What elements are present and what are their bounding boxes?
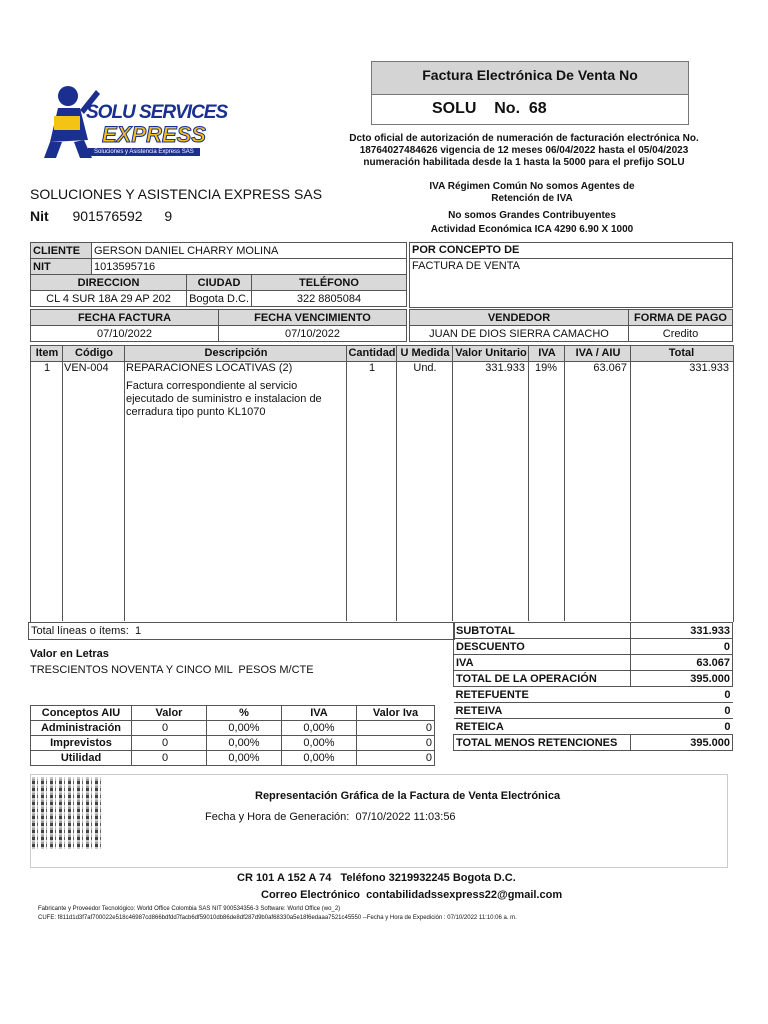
totals-value: 0 <box>631 639 733 655</box>
aiu-cell: 0 <box>357 736 435 751</box>
item-iva: 19% <box>535 362 558 374</box>
aiu-cell: 0,00% <box>282 736 357 751</box>
col-divider <box>528 345 529 621</box>
invoice-title-box <box>371 61 689 125</box>
aiu-cell: 0 <box>357 721 435 736</box>
totals-label: IVA <box>454 655 631 671</box>
dates-table-left <box>30 309 407 342</box>
vendedor-label: VENDEDOR <box>410 310 629 326</box>
items-header-iva: IVA <box>538 347 556 359</box>
item-valor-unitario: 331.933 <box>485 362 525 374</box>
aiu-concept: Imprevistos <box>31 736 132 751</box>
tax-note: Actividad Económica ICA 4290 6.90 X 1000 <box>430 224 634 235</box>
totals-value: 0 <box>631 703 733 719</box>
totals-label: SUBTOTAL <box>454 623 631 639</box>
forma-pago-value: Credito <box>629 326 733 342</box>
item-detalle: Factura correspondiente al servicio ejecutado de suministro e instalacion de cerradura tipo punto KL1070 <box>126 380 322 418</box>
aiu-cell: 0,00% <box>207 721 282 736</box>
item-codigo: VEN-004 <box>64 362 109 374</box>
aiu-cell: 0,00% <box>207 751 282 766</box>
generation-date <box>205 811 456 823</box>
generation-label: Fecha y Hora de Generación: <box>205 811 350 823</box>
letters-value: TRESCIENTOS NOVENTA Y CINCO MIL PESOS M/CTE <box>30 664 314 676</box>
col-divider <box>62 345 63 621</box>
totals-row <box>454 735 733 751</box>
totals-row <box>454 639 733 655</box>
totals-value: 395.000 <box>631 735 733 751</box>
invoice-number-label: No. <box>494 100 521 117</box>
direccion-label: DIRECCION <box>31 275 187 291</box>
generation-value: 07/10/2022 11:03:56 <box>355 811 456 823</box>
representation-box <box>30 774 728 868</box>
cliente-label: CLIENTE <box>31 243 92 259</box>
items-header-unidad: U Medida <box>400 347 450 359</box>
qr-code <box>32 777 104 849</box>
concepto-value: FACTURA DE VENTA <box>412 260 520 272</box>
totals-row <box>454 703 733 719</box>
items-header-descripcion: Descripción <box>204 347 268 359</box>
dates-table-right <box>409 309 733 342</box>
company-nit-label: Nit <box>30 208 49 224</box>
col-divider <box>346 345 347 621</box>
invoice-prefix: SOLU <box>432 100 477 117</box>
totals-value: 0 <box>631 687 733 703</box>
concepto-label: POR CONCEPTO DE <box>410 243 732 259</box>
aiu-cell: 0,00% <box>207 736 282 751</box>
items-header-valor-unitario: Valor Unitario <box>455 347 527 359</box>
company-name: SOLUCIONES Y ASISTENCIA EXPRESS SAS <box>30 186 323 202</box>
totals-value: 63.067 <box>631 655 733 671</box>
tax-notes <box>400 181 664 237</box>
footer-vendor: Fabricante y Proveedor Tecnológico: World Office Colombia SAS NIT 900534356-3 Software: World Office (wo_2) <box>38 906 341 912</box>
aiu-header: Conceptos AIU <box>31 706 132 721</box>
invoice-title: Factura Electrónica De Venta No <box>372 62 688 95</box>
totals-label: RETEICA <box>454 719 631 735</box>
aiu-cell: 0 <box>132 751 207 766</box>
fecha-vencimiento-value: 07/10/2022 <box>219 326 407 342</box>
ciudad-label: CIUDAD <box>187 275 252 291</box>
totals-value: 0 <box>631 719 733 735</box>
item-total: 331.933 <box>689 362 729 374</box>
authorization-line: 18764027484626 vigencia de 12 meses 06/04/2022 hasta el 05/04/2023 <box>359 145 689 156</box>
vendedor-value: JUAN DE DIOS SIERRA CAMACHO <box>410 326 629 342</box>
authorization-text <box>330 133 718 169</box>
items-header-cantidad: Cantidad <box>348 347 396 359</box>
item-descripcion: REPARACIONES LOCATIVAS (2) <box>126 362 293 374</box>
company-logo <box>40 80 228 166</box>
item-iva-aiu: 63.067 <box>593 362 627 374</box>
logo-line2: EXPRESS <box>102 122 206 147</box>
total-lines-value: 1 <box>134 625 142 637</box>
footer-address: CR 101 A 152 A 74 Teléfono 3219932245 Bogota D.C. <box>237 872 516 884</box>
aiu-header: IVA <box>282 706 357 721</box>
col-divider <box>396 345 397 621</box>
tax-note: IVA Régimen Común No somos Agentes de <box>429 181 635 192</box>
aiu-header: % <box>207 706 282 721</box>
aiu-table <box>30 705 435 766</box>
aiu-cell: 0 <box>132 736 207 751</box>
item-unidad: Und. <box>413 362 437 374</box>
representation-title: Representación Gráfica de la Factura de Venta Electrónica <box>255 790 561 802</box>
invoice-number <box>372 95 688 125</box>
telefono-label: TELÉFONO <box>252 275 407 291</box>
aiu-concept: Administración <box>31 721 132 736</box>
tax-note: No somos Grandes Contribuyentes <box>448 210 616 221</box>
concept-box <box>409 242 733 308</box>
footer-email: Correo Electrónico contabilidadssexpress22@gmail.com <box>261 889 563 901</box>
client-table <box>30 242 407 307</box>
logo-tagline: Soluciones y Asistencia Express SAS <box>88 148 200 156</box>
nit-label: NIT <box>31 259 92 275</box>
logo-line1: SOLU SERVICES <box>86 102 228 123</box>
col-divider <box>630 345 631 621</box>
aiu-cell: 0,00% <box>282 721 357 736</box>
items-header-codigo: Código <box>75 347 113 359</box>
totals-row <box>454 623 733 639</box>
footer-cufe: CUFE: f811d1d3f7af700022e518c46987cd866bdfdd7facb6df59010db86de8df287d9b0af68330a5e18f6edaaa7521c45550 --Fecha y Hora de Expedición : 07/10/2022 11:10:06 a. m. <box>38 915 517 921</box>
fecha-factura-label: FECHA FACTURA <box>31 310 219 326</box>
totals-label: TOTAL MENOS RETENCIONES <box>454 735 631 751</box>
direccion-value: CL 4 SUR 18A 29 AP 202 <box>31 291 187 307</box>
company-nit-value: 901576592 <box>72 208 143 224</box>
letters-label: Valor en Letras <box>30 648 109 660</box>
totals-row <box>454 687 733 703</box>
authorization-line: Dcto oficial de autorización de numeración de facturación electrónica No. <box>349 133 699 144</box>
aiu-cell: 0 <box>132 721 207 736</box>
company-nit <box>30 208 172 224</box>
aiu-cell: 0 <box>357 751 435 766</box>
aiu-concept: Utilidad <box>31 751 132 766</box>
items-header-iva-aiu: IVA / AIU <box>575 347 621 359</box>
totals-label: RETEIVA <box>454 703 631 719</box>
aiu-header: Valor Iva <box>357 706 435 721</box>
item-number: 1 <box>43 362 51 374</box>
aiu-header: Valor <box>132 706 207 721</box>
totals-label: TOTAL DE LA OPERACIÓN <box>454 671 631 687</box>
items-header-item: Item <box>35 347 59 359</box>
ciudad-value: Bogota D.C. <box>187 291 252 307</box>
col-divider <box>452 345 453 621</box>
totals-table <box>453 622 733 751</box>
telefono-value: 322 8805084 <box>252 291 407 307</box>
totals-label: DESCUENTO <box>454 639 631 655</box>
total-lines-label: Total líneas o ítems: <box>31 625 129 637</box>
company-nit-dv: 9 <box>164 208 173 224</box>
forma-pago-label: FORMA DE PAGO <box>629 310 733 326</box>
total-lines-box <box>28 622 455 640</box>
invoice-number-value: 68 <box>528 100 547 117</box>
totals-value: 331.933 <box>631 623 733 639</box>
totals-row <box>454 671 733 687</box>
authorization-line: numeración habilitada desde la 1 hasta la 5000 para el prefijo SOLU <box>363 157 685 168</box>
totals-label: RETEFUENTE <box>454 687 631 703</box>
totals-row <box>454 719 733 735</box>
items-header-total: Total <box>668 347 695 359</box>
item-cantidad: 1 <box>368 362 376 374</box>
nit-value: 1013595716 <box>92 259 407 275</box>
tax-note: Retención de IVA <box>491 193 573 204</box>
aiu-cell: 0,00% <box>282 751 357 766</box>
col-divider <box>124 345 125 621</box>
cliente-value: GERSON DANIEL CHARRY MOLINA <box>92 243 407 259</box>
col-divider <box>564 345 565 621</box>
fecha-factura-value: 07/10/2022 <box>31 326 219 342</box>
totals-value: 395.000 <box>631 671 733 687</box>
totals-row <box>454 655 733 671</box>
fecha-vencimiento-label: FECHA VENCIMIENTO <box>219 310 407 326</box>
